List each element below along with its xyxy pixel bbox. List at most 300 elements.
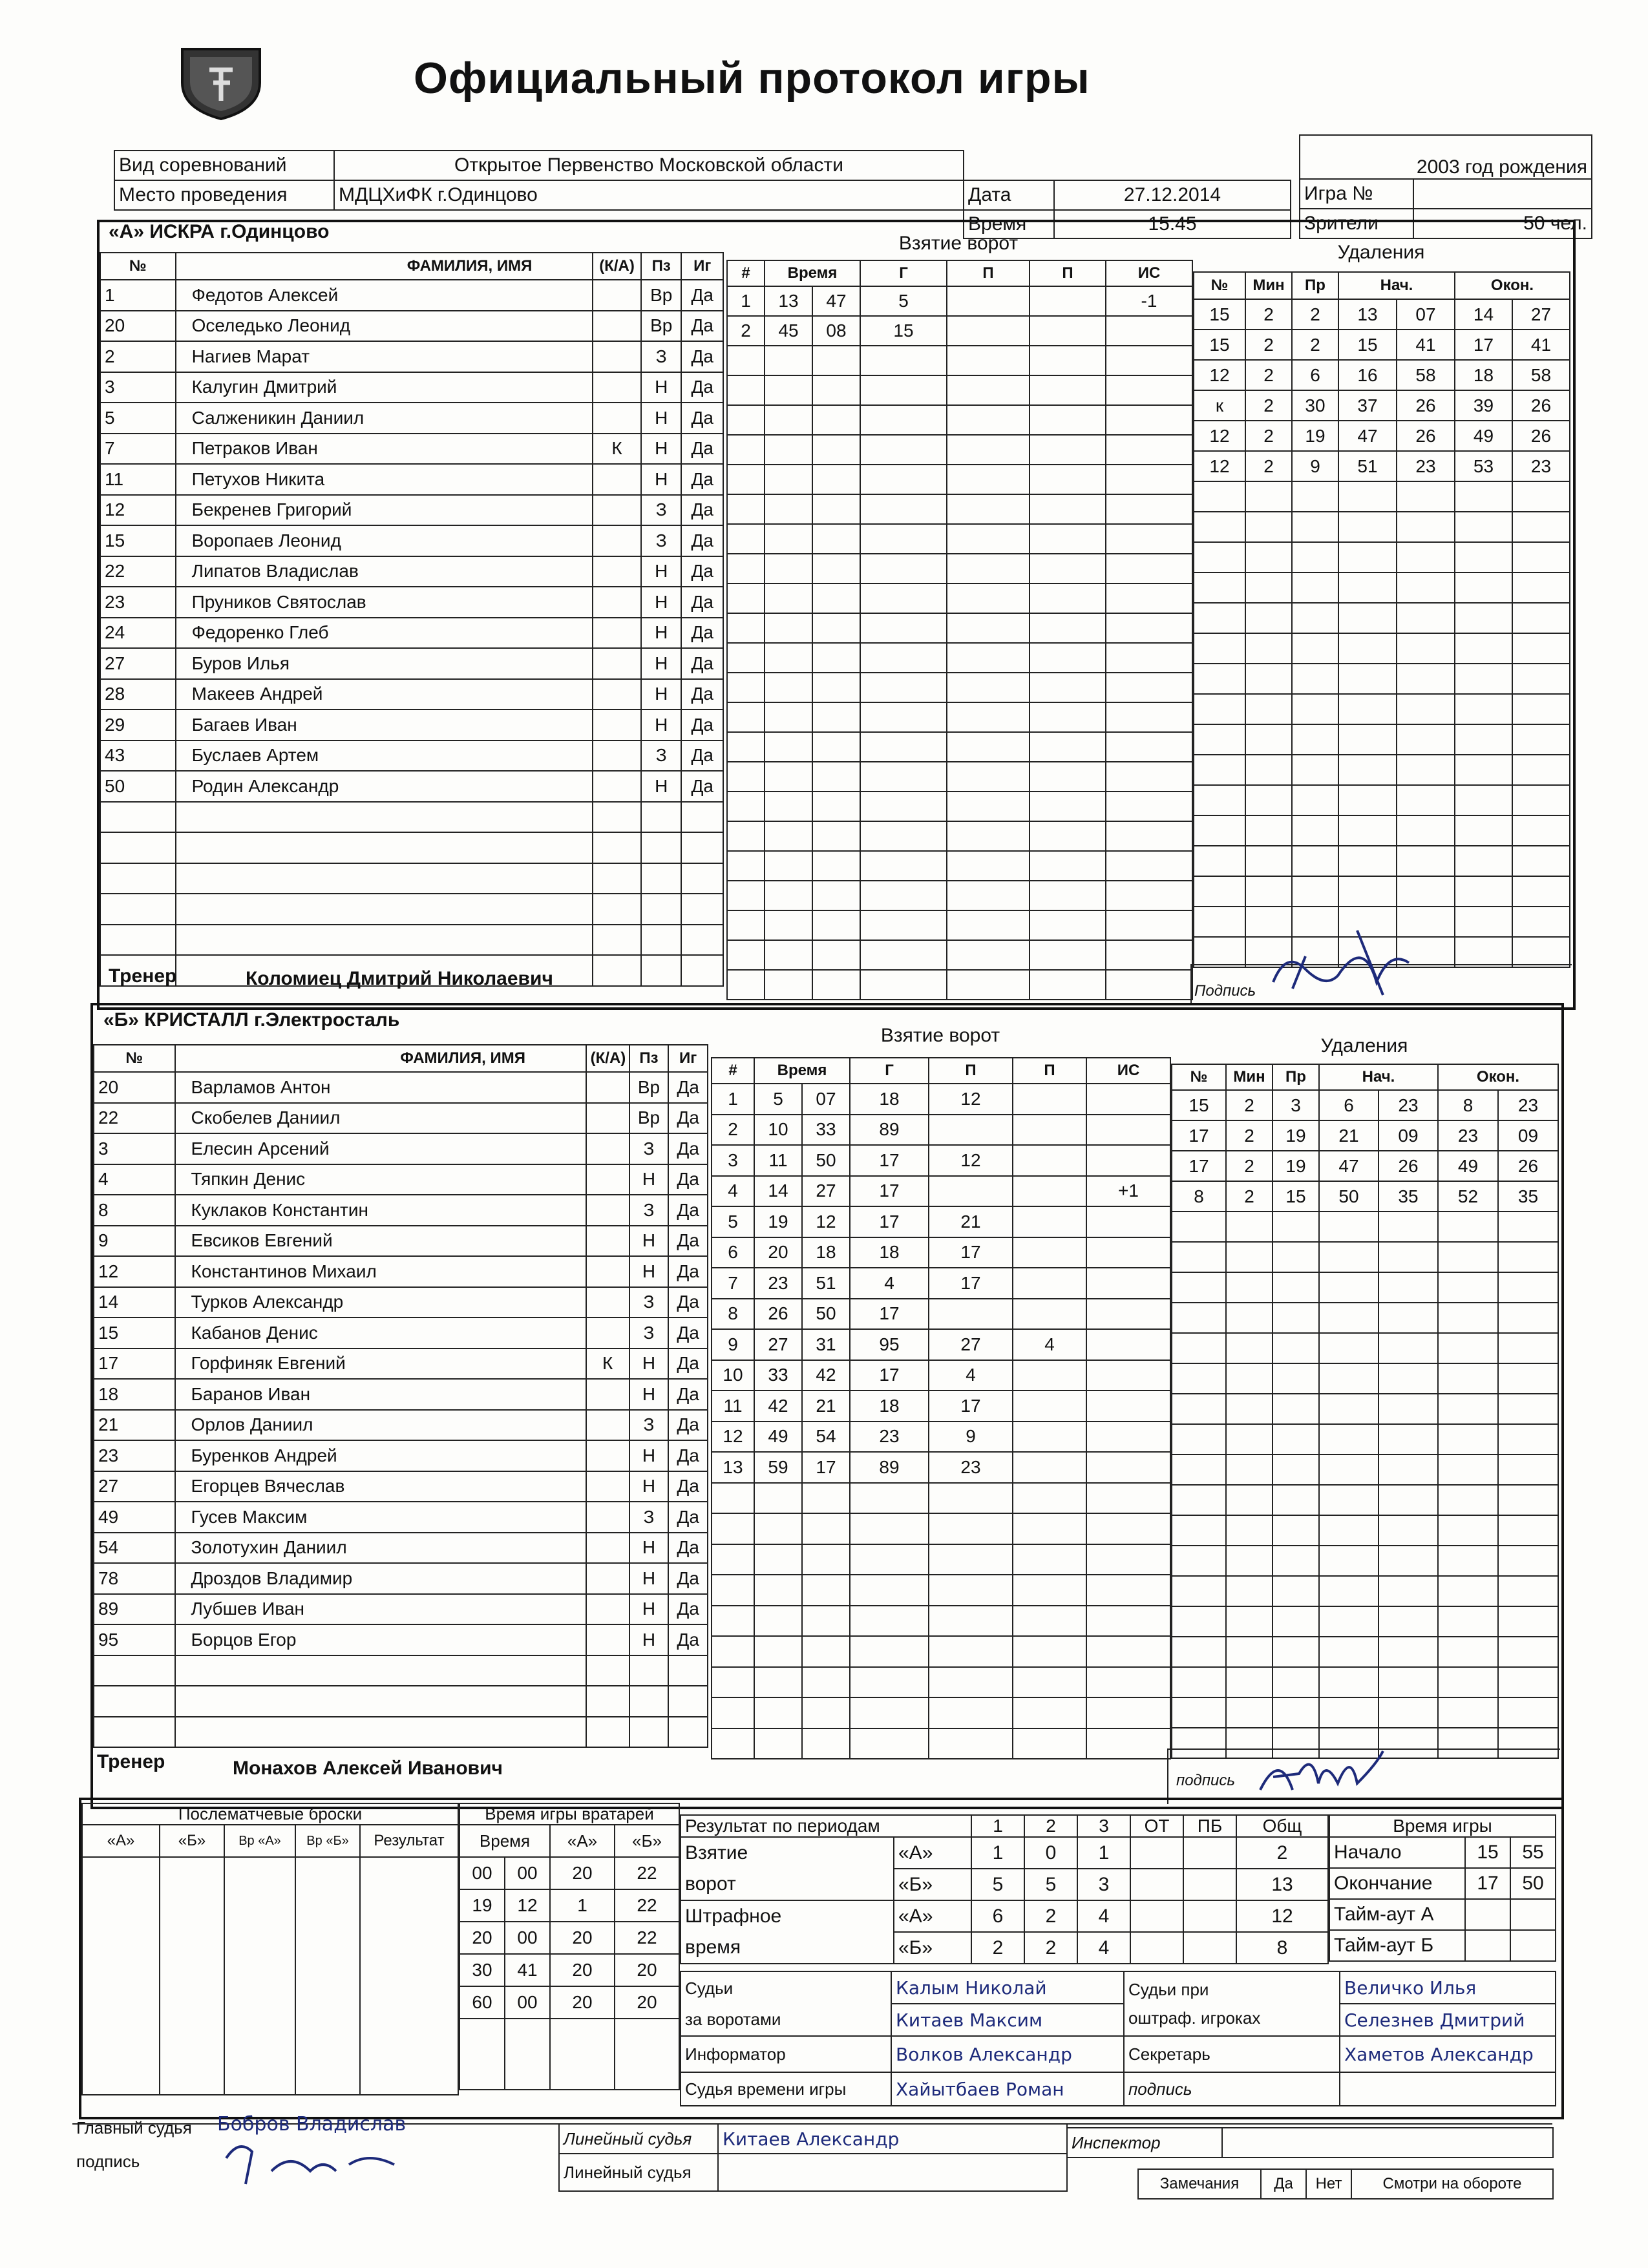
goal-scorer	[850, 1575, 929, 1606]
team-a-coach-label: Тренер	[109, 965, 177, 987]
goalie-time-sec: 00	[505, 1986, 550, 2019]
roster-row	[94, 1717, 708, 1748]
roster-row	[100, 618, 723, 649]
player-position: Н	[629, 1440, 669, 1471]
spectators-value: 50 чел.	[1413, 209, 1592, 238]
goal-minute	[765, 346, 812, 375]
shootout-col-gk-a: Вр «А»	[224, 1825, 295, 1857]
roster-row	[94, 1502, 708, 1533]
player-role	[593, 495, 641, 526]
penalty-start-min	[1319, 1606, 1379, 1637]
team-b-title: «Б» КРИСТАЛЛ г.Электросталь	[103, 1009, 400, 1031]
roster-row	[100, 802, 723, 833]
roster-row	[100, 372, 723, 403]
player-plays: Да	[668, 1624, 708, 1655]
penalty-end-min	[1438, 1697, 1498, 1728]
goal-strength: -1	[1106, 286, 1192, 316]
goal-row	[727, 821, 1192, 851]
goal-row	[712, 1115, 1170, 1146]
penalty-end-sec	[1498, 1667, 1558, 1697]
remarks-table	[1137, 2168, 1554, 2200]
player-number: 18	[94, 1379, 175, 1410]
penalty-row	[1194, 451, 1570, 481]
penalty-reason: 19	[1273, 1120, 1319, 1151]
penalty-end-sec: 26	[1498, 1151, 1558, 1181]
player-name: Петухов Никита	[176, 464, 593, 495]
goal-minute	[765, 435, 812, 465]
goals-b-p3: 3	[1077, 1869, 1130, 1900]
penalty-player	[1172, 1272, 1226, 1303]
goal-minute	[765, 583, 812, 613]
goal-scorer	[860, 762, 947, 792]
penalty-start-min	[1319, 1697, 1379, 1728]
player-number	[100, 925, 176, 956]
penalty-player	[1194, 815, 1245, 846]
goal-strength	[1106, 405, 1192, 435]
penalty-player	[1172, 1333, 1226, 1363]
goal-assist-2	[1013, 1575, 1086, 1606]
penalty-reason: 2	[1292, 330, 1338, 360]
roster-row	[100, 464, 723, 495]
goal-assist-1	[947, 792, 1030, 821]
periods-pim-label: Штрафное время	[681, 1900, 894, 1964]
penalty-end-sec: 23	[1512, 451, 1570, 481]
penalty-row	[1172, 1151, 1558, 1181]
goal-strength	[1086, 1360, 1170, 1391]
goal-assist-2	[1013, 1636, 1086, 1667]
penalty-minutes	[1245, 603, 1292, 633]
player-name: Горфиняк Евгений	[175, 1349, 586, 1380]
goalie-b: 20	[615, 1954, 679, 1986]
penalty-minutes	[1226, 1515, 1273, 1546]
penalty-player	[1194, 603, 1245, 633]
penalty-player	[1172, 1515, 1226, 1546]
goal-number	[727, 910, 765, 940]
goal-scorer	[850, 1483, 929, 1514]
team-b-sign-label: подпись	[1176, 1772, 1235, 1789]
player-role	[593, 403, 641, 434]
player-position	[641, 863, 681, 894]
goal-row	[727, 792, 1192, 821]
goal-number	[727, 732, 765, 762]
player-position: З	[641, 525, 681, 556]
penalty-reason: 19	[1292, 421, 1338, 451]
goal-strength	[1106, 524, 1192, 554]
penalty-row	[1172, 1667, 1558, 1697]
goal-strength	[1086, 1299, 1170, 1330]
goalie-time-row	[460, 1889, 679, 1922]
penalty-end-sec: 35	[1498, 1181, 1558, 1212]
player-plays: Да	[668, 1502, 708, 1533]
goal-second	[812, 405, 860, 435]
player-plays: Да	[681, 311, 723, 342]
penalty-minutes	[1245, 846, 1292, 876]
penalty-reason: 3	[1273, 1090, 1319, 1120]
col-ka-b: (К/А)	[586, 1045, 629, 1072]
goal-judge-1: Калым Николай	[891, 1971, 1124, 2004]
penalty-minutes	[1226, 1303, 1273, 1333]
goals-a-ot	[1130, 1837, 1183, 1869]
goal-minute: 10	[754, 1115, 802, 1146]
goal-second	[802, 1636, 850, 1667]
goal-col-assist-2-b: П	[1013, 1058, 1086, 1084]
pen-col-start: Нач.	[1338, 272, 1455, 299]
penalty-minutes	[1226, 1394, 1273, 1424]
team-a-goals-title: Взятие ворот	[898, 233, 1019, 254]
penalty-row	[1194, 603, 1570, 633]
player-name: Петраков Иван	[176, 434, 593, 465]
goalie-time-sec: 00	[505, 1857, 550, 1889]
goal-second: 17	[802, 1452, 850, 1483]
player-number: 89	[94, 1594, 175, 1625]
goal-minute	[765, 465, 812, 494]
goal-number: 2	[712, 1115, 754, 1146]
player-position	[641, 802, 681, 833]
pim-a-total: 12	[1236, 1900, 1328, 1932]
team-b-coach-label: Тренер	[97, 1751, 165, 1772]
penalty-start-min	[1338, 603, 1397, 633]
game-time-table	[1329, 1814, 1556, 1962]
goal-second	[802, 1544, 850, 1575]
pen-col-min: Мин	[1245, 272, 1292, 299]
goal-assist-2	[1013, 1697, 1086, 1728]
player-plays: Да	[681, 403, 723, 434]
player-number: 8	[94, 1195, 175, 1226]
player-plays: Да	[681, 771, 723, 802]
penalty-minutes: 2	[1226, 1181, 1273, 1212]
venue-value: МДЦХиФК г.Одинцово	[334, 180, 964, 210]
penalty-minutes	[1226, 1454, 1273, 1485]
goal-number	[712, 1606, 754, 1637]
goal-assist-2	[1030, 673, 1106, 702]
penalty-end-min	[1438, 1333, 1498, 1363]
player-role	[593, 955, 641, 986]
goal-assist-1: 12	[929, 1084, 1013, 1115]
player-name: Тяпкин Денис	[175, 1164, 586, 1195]
goal-assist-2	[1030, 316, 1106, 346]
player-position	[629, 1717, 669, 1748]
penalty-end-sec	[1498, 1454, 1558, 1485]
game-start-min: 15	[1465, 1837, 1510, 1868]
penalty-minutes	[1245, 694, 1292, 724]
penalty-start-min	[1338, 542, 1397, 572]
goal-number	[712, 1575, 754, 1606]
player-number: 20	[100, 311, 176, 342]
penalty-player: 12	[1194, 451, 1245, 481]
player-plays: Да	[668, 1133, 708, 1164]
penalty-start-min: 15	[1338, 330, 1397, 360]
goal-assist-1	[947, 286, 1030, 316]
pim-a-so	[1183, 1900, 1236, 1932]
penalty-row	[1194, 330, 1570, 360]
goal-assist-2	[1030, 524, 1106, 554]
penalty-player	[1172, 1576, 1226, 1606]
penalty-minutes	[1226, 1363, 1273, 1394]
player-position: Вр	[641, 280, 681, 311]
player-name	[176, 863, 593, 894]
roster-row	[94, 1072, 708, 1103]
goal-scorer	[860, 524, 947, 554]
goal-assist-2	[1030, 851, 1106, 881]
penalty-reason	[1273, 1697, 1319, 1728]
penalty-end-sec	[1512, 512, 1570, 542]
goal-assist-2	[1013, 1483, 1086, 1514]
goal-assist-2	[1013, 1176, 1086, 1207]
goal-assist-1	[947, 524, 1030, 554]
goal-scorer: 17	[850, 1176, 929, 1207]
goal-assist-2	[1013, 1606, 1086, 1637]
goalie-time-min: 00	[460, 1857, 505, 1889]
player-number: 3	[94, 1133, 175, 1164]
goalie-time-table	[459, 1803, 680, 2090]
penalty-reason	[1273, 1546, 1319, 1576]
player-name: Федотов Алексей	[176, 280, 593, 311]
player-name	[176, 894, 593, 925]
player-plays: Да	[668, 1195, 708, 1226]
goal-second: 50	[802, 1145, 850, 1176]
goals-b-total: 13	[1236, 1869, 1328, 1900]
team-a-title: «А» ИСКРА г.Одинцово	[109, 221, 330, 242]
penalty-end-min: 23	[1438, 1120, 1498, 1151]
shootout-table	[81, 1803, 459, 2095]
player-number: 9	[94, 1226, 175, 1257]
player-role	[593, 372, 641, 403]
goal-strength	[1086, 1513, 1170, 1544]
player-number: 54	[94, 1533, 175, 1564]
col-no-b: №	[94, 1045, 175, 1072]
penalty-end-sec	[1498, 1303, 1558, 1333]
player-name: Кабанов Денис	[175, 1318, 586, 1349]
penalty-minutes	[1226, 1485, 1273, 1515]
penalty-row	[1194, 694, 1570, 724]
penalty-reason	[1273, 1485, 1319, 1515]
goal-assist-1	[929, 1513, 1013, 1544]
penalty-start-sec: 26	[1379, 1151, 1438, 1181]
penalty-end-min	[1438, 1515, 1498, 1546]
goal-number	[727, 673, 765, 702]
player-position: Н	[641, 709, 681, 740]
officials-table	[680, 1971, 1556, 2106]
goalie-time-sec: 41	[505, 1954, 550, 1986]
player-role	[586, 1686, 629, 1717]
penalty-start-sec	[1397, 724, 1455, 755]
player-plays: Да	[668, 1440, 708, 1471]
pen-col-end-b: Окон.	[1438, 1064, 1558, 1090]
player-name: Баранов Иван	[175, 1379, 586, 1410]
player-name: Борцов Егор	[175, 1624, 586, 1655]
player-number	[100, 863, 176, 894]
goal-minute	[754, 1544, 802, 1575]
goal-assist-1	[929, 1636, 1013, 1667]
goal-scorer	[850, 1544, 929, 1575]
goal-assist-2	[1030, 405, 1106, 435]
penalty-start-min	[1338, 572, 1397, 603]
player-position: Н	[641, 403, 681, 434]
penalty-end-min: 14	[1455, 299, 1512, 330]
player-position: Н	[629, 1563, 669, 1594]
player-plays: Да	[668, 1072, 708, 1103]
game-no-label: Игра №	[1300, 179, 1413, 209]
player-plays	[668, 1686, 708, 1717]
player-position	[641, 925, 681, 956]
goal-second	[812, 375, 860, 405]
penalty-player	[1194, 542, 1245, 572]
goal-strength	[1106, 851, 1192, 881]
roster-row	[94, 1349, 708, 1380]
penalty-player: 12	[1194, 360, 1245, 390]
team-b-roster	[93, 1044, 708, 1748]
penalty-player	[1194, 724, 1245, 755]
goal-minute	[765, 881, 812, 910]
goal-minute	[765, 643, 812, 673]
penalty-minutes	[1226, 1546, 1273, 1576]
goal-number: 13	[712, 1452, 754, 1483]
goalie-time-sec: 12	[505, 1889, 550, 1922]
goal-scorer	[850, 1697, 929, 1728]
goal-assist-2	[1013, 1268, 1086, 1299]
player-plays: Да	[668, 1318, 708, 1349]
penalty-row	[1194, 724, 1570, 755]
penalty-reason	[1273, 1242, 1319, 1272]
goal-assist-1	[947, 405, 1030, 435]
goal-scorer	[860, 494, 947, 524]
penalty-start-min	[1319, 1303, 1379, 1333]
goal-number	[727, 821, 765, 851]
goal-assist-1	[929, 1697, 1013, 1728]
goal-scorer	[860, 792, 947, 821]
goal-scorer	[860, 673, 947, 702]
player-role	[586, 1410, 629, 1441]
player-name: Багаев Иван	[176, 709, 593, 740]
goal-second: 51	[802, 1268, 850, 1299]
goal-row	[727, 316, 1192, 346]
goal-second: 33	[802, 1115, 850, 1146]
goal-second	[812, 613, 860, 643]
goal-minute	[765, 554, 812, 583]
goal-scorer	[860, 881, 947, 910]
penalty-start-sec: 58	[1397, 360, 1455, 390]
player-role	[586, 1195, 629, 1226]
player-position: Н	[641, 648, 681, 679]
goals-a-p1: 1	[971, 1837, 1024, 1869]
penalty-minutes	[1245, 572, 1292, 603]
player-position: Н	[641, 434, 681, 465]
penalty-player	[1172, 1242, 1226, 1272]
goal-minute: 19	[754, 1206, 802, 1237]
game-time-title: Время игры	[1329, 1815, 1556, 1837]
player-plays	[668, 1717, 708, 1748]
player-position: Н	[629, 1624, 669, 1655]
goalie-time-min: 20	[460, 1922, 505, 1954]
player-name: Елесин Арсений	[175, 1133, 586, 1164]
goal-minute	[754, 1606, 802, 1637]
penalty-start-sec	[1379, 1576, 1438, 1606]
goal-number: 5	[712, 1206, 754, 1237]
penalty-reason: 6	[1292, 360, 1338, 390]
penalty-player	[1194, 876, 1245, 907]
goal-strength	[1086, 1391, 1170, 1422]
goal-scorer	[860, 643, 947, 673]
goal-second	[812, 851, 860, 881]
penalty-player	[1172, 1303, 1226, 1333]
goal-row	[712, 1206, 1170, 1237]
penalty-end-sec	[1498, 1485, 1558, 1515]
player-position: Н	[629, 1164, 669, 1195]
goal-scorer	[850, 1636, 929, 1667]
player-name: Варламов Антон	[175, 1072, 586, 1103]
spectators-label: Зрители	[1300, 209, 1413, 238]
goal-scorer	[860, 821, 947, 851]
penalty-end-sec: 58	[1512, 360, 1570, 390]
goal-assist-1	[947, 643, 1030, 673]
goal-col-strength: ИС	[1106, 260, 1192, 286]
goal-row	[712, 1606, 1170, 1637]
player-number	[94, 1717, 175, 1748]
player-position: З	[641, 740, 681, 772]
player-name: Липатов Владислав	[176, 556, 593, 587]
penalty-end-sec	[1512, 603, 1570, 633]
penalty-start-sec: 41	[1397, 330, 1455, 360]
goal-assist-1: 12	[929, 1145, 1013, 1176]
goalie-b: 22	[615, 1857, 679, 1889]
penalty-minutes	[1226, 1424, 1273, 1454]
penalty-minutes	[1226, 1272, 1273, 1303]
penalty-player	[1194, 572, 1245, 603]
goal-second	[812, 702, 860, 732]
penalty-row	[1194, 876, 1570, 907]
col-ka: (К/А)	[593, 253, 641, 280]
penalty-end-sec	[1512, 815, 1570, 846]
goal-strength	[1086, 1237, 1170, 1268]
goal-second	[812, 494, 860, 524]
player-number: 17	[94, 1349, 175, 1380]
penalty-start-min	[1319, 1272, 1379, 1303]
team-b-penalties	[1171, 1064, 1559, 1759]
goal-scorer: 18	[850, 1237, 929, 1268]
penalty-start-min	[1338, 633, 1397, 664]
player-position: Н	[641, 679, 681, 710]
game-start-label: Начало	[1329, 1837, 1465, 1868]
penalty-start-min: 47	[1338, 421, 1397, 451]
time-label: Время	[964, 210, 1054, 238]
player-number: 23	[100, 587, 176, 618]
player-plays	[681, 894, 723, 925]
team-b-penalties-title: Удаления	[1320, 1035, 1408, 1056]
goal-assist-1	[947, 583, 1030, 613]
player-number	[94, 1686, 175, 1717]
penalty-start-min	[1319, 1424, 1379, 1454]
penalty-minutes: 2	[1245, 360, 1292, 390]
goal-assist-1	[947, 940, 1030, 970]
player-plays: Да	[668, 1349, 708, 1380]
penalty-start-min: 37	[1338, 390, 1397, 421]
goal-number	[727, 762, 765, 792]
player-name: Родин Александр	[176, 771, 593, 802]
goal-assist-1	[947, 316, 1030, 346]
player-name: Лубшев Иван	[175, 1594, 586, 1625]
penalty-reason	[1292, 724, 1338, 755]
goal-second	[802, 1667, 850, 1698]
roster-row	[100, 525, 723, 556]
penalty-start-min	[1319, 1576, 1379, 1606]
goal-row	[727, 910, 1192, 940]
goal-scorer	[860, 970, 947, 1000]
player-plays	[681, 863, 723, 894]
penalty-reason	[1273, 1424, 1319, 1454]
goal-number	[727, 435, 765, 465]
roster-row	[94, 1440, 708, 1471]
shootout-title: Послематчевые броски	[82, 1803, 458, 1825]
